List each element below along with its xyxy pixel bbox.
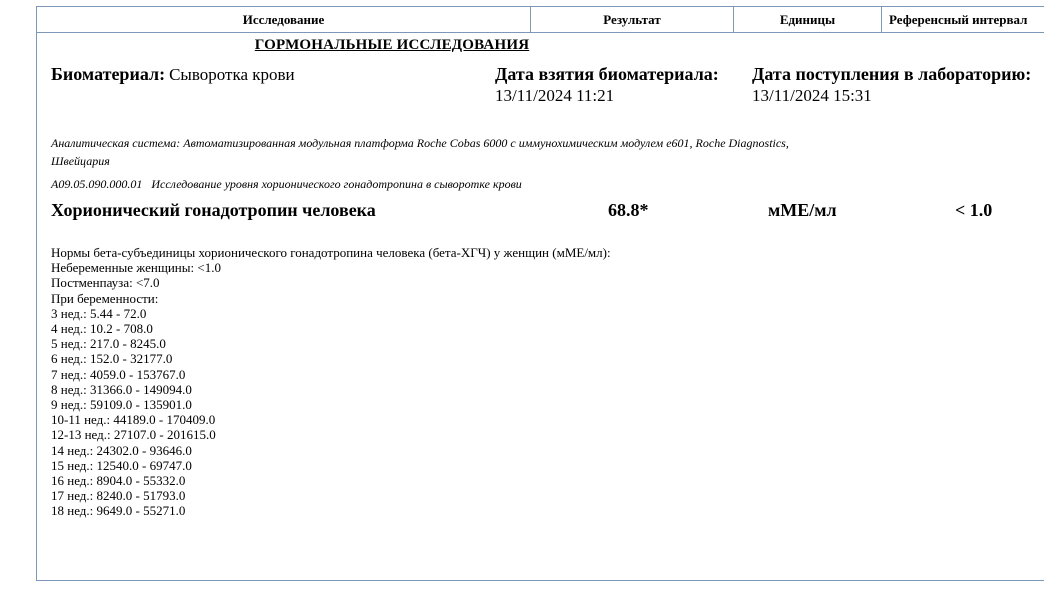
header-units: Единицы — [734, 7, 882, 32]
receipt-date-value: 13/11/2024 15:31 — [752, 86, 872, 105]
result-value: 68.8* — [608, 200, 649, 220]
norms-line: 4 нед.: 10.2 - 708.0 — [51, 321, 153, 337]
header-result: Результат — [531, 7, 734, 32]
lab-report-frame — [36, 6, 1044, 581]
test-code: A09.05.090.000.01 — [51, 177, 143, 191]
analytic-system-cont: Швейцария — [51, 154, 110, 168]
test-info — [51, 177, 522, 192]
receipt-date — [752, 64, 1031, 106]
norms-line: 14 нед.: 24302.0 - 93646.0 — [51, 442, 192, 458]
header-study: Исследование — [37, 7, 531, 32]
header-reference: Референсный интервал — [889, 12, 1028, 27]
norms-line: Небеременные женщины: <1.0 — [51, 260, 221, 276]
norms-line: 8 нед.: 31366.0 - 149094.0 — [51, 381, 192, 397]
norms-line: 15 нед.: 12540.0 - 69747.0 — [51, 457, 192, 473]
norms-line: 16 нед.: 8904.0 - 55332.0 — [51, 473, 186, 489]
collection-date-value: 13/11/2024 11:21 — [495, 86, 615, 105]
norms-line: 7 нед.: 4059.0 - 153767.0 — [51, 366, 186, 382]
table-header — [37, 7, 1044, 33]
norms-line: 9 нед.: 59109.0 - 135901.0 — [51, 397, 192, 413]
collection-date-label: Дата взятия биоматериала: — [495, 64, 719, 84]
result-name: Хорионический гонадотропин человека — [51, 200, 376, 220]
section-title: ГОРМОНАЛЬНЫЕ ИССЛЕДОВАНИЯ — [254, 37, 530, 53]
norms-line: 12-13 нед.: 27107.0 - 201615.0 — [51, 427, 216, 443]
norms-line: 17 нед.: 8240.0 - 51793.0 — [51, 488, 186, 504]
norms-line: Постменпауза: <7.0 — [51, 275, 160, 291]
norms-block — [51, 245, 611, 519]
norms-title: Нормы бета-субъединицы хорионического гонадотропина человека (бета-ХГЧ) у женщин (мМЕ/мл): — [51, 245, 611, 260]
test-description: Исследование уровня хорионического гонадотропина в сыворотке крови — [151, 177, 522, 191]
receipt-date-label: Дата поступления в лабораторию: — [752, 64, 1032, 84]
norms-line: 5 нед.: 217.0 - 8245.0 — [51, 336, 166, 352]
biomaterial — [51, 64, 295, 85]
norms-line: 18 нед.: 9649.0 - 55271.0 — [51, 503, 186, 519]
analytic-system: Аналитическая система: Автоматизированная модульная платформа Roche Cobas 6000 с иммунохимическим модулем e601, Roche Diagnostics, — [51, 136, 789, 150]
norms-line: 6 нед.: 152.0 - 32177.0 — [51, 351, 173, 367]
collection-date — [495, 64, 719, 106]
biomaterial-label: Биоматериал: — [51, 64, 166, 84]
norms-line: 3 нед.: 5.44 - 72.0 — [51, 305, 147, 321]
result-units: мМЕ/мл — [768, 200, 837, 220]
norms-line: 10-11 нед.: 44189.0 - 170409.0 — [51, 412, 216, 428]
norms-line: При беременности: — [51, 290, 159, 306]
biomaterial-value: Сыворотка крови — [169, 65, 295, 84]
result-reference: < 1.0 — [955, 200, 993, 220]
